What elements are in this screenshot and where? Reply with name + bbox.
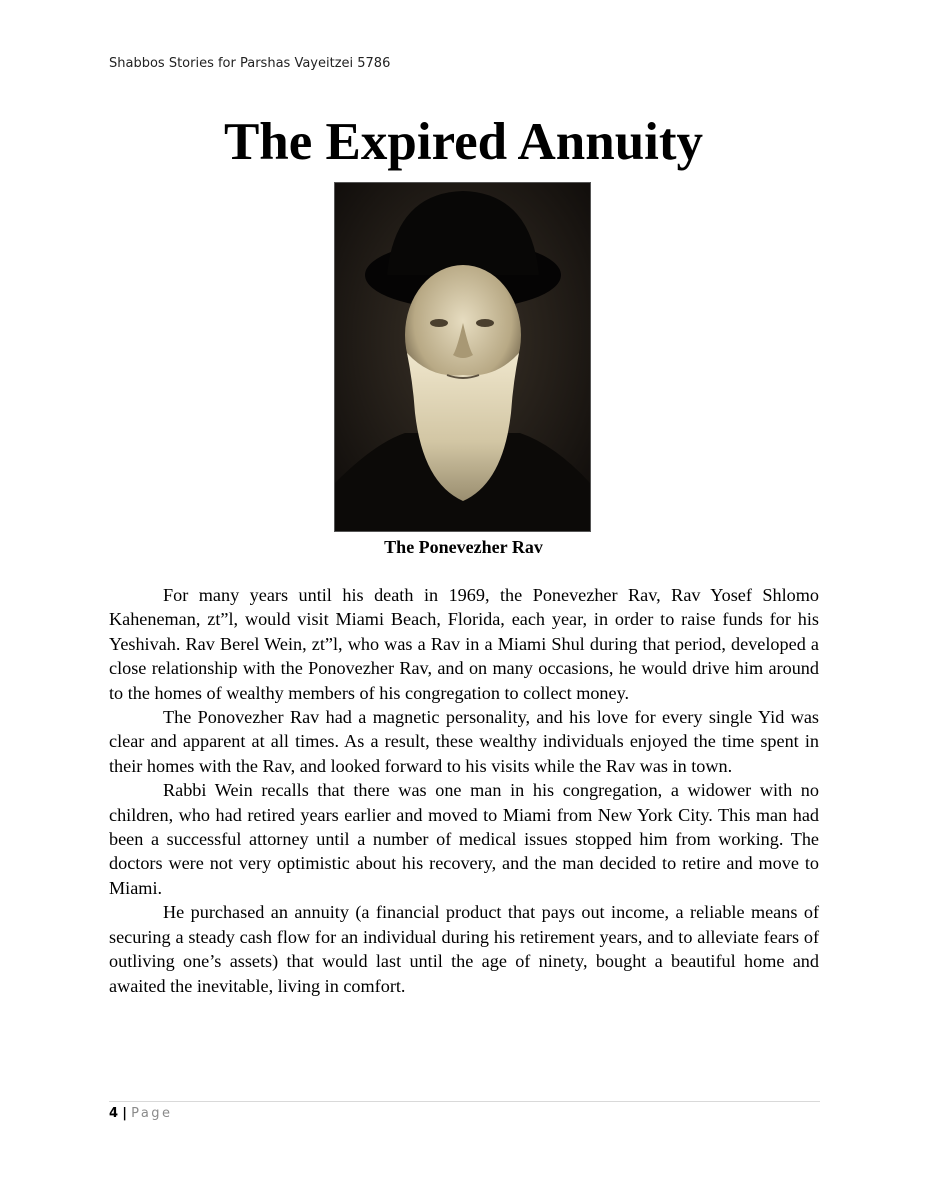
paragraph: He purchased an annuity (a financial product that pays out income, a reliable means of securing a steady cash flow for an individual during his retirement years, and to alleviate fears of outliving one’s assets) that would last until the age of ninety, bought a beautiful home and awaited the inevitable, living in comfort. (109, 902, 819, 996)
page-footer (109, 1106, 173, 1121)
paragraph: For many years until his death in 1969, the Ponevezher Rav, Rav Yosef Shlomo Kaheneman, zt”l, would visit Miami Beach, Florida, each year, in order to raise funds for his Yeshivah. Rav Berel Wein, zt”l, who was a Rav in a Miami Shul during that period, developed a close relationship with the Ponovezher Rav, and on many occasions, he would drive him around to the homes of wealthy members of his congregation to collect money. (109, 585, 819, 703)
paragraph: The Ponovezher Rav had a magnetic personality, and his love for every single Yid was clear and apparent at all times. As a result, these wealthy individuals enjoyed the time spent in their homes with the Rav, and looked forward to his visits while the Rav was in town. (109, 707, 819, 776)
footer-divider (109, 1101, 820, 1102)
paragraph: Rabbi Wein recalls that there was one man in his congregation, a widower with no children, who had retired years earlier and moved to Miami from New York City. This man had been a successful attorney until a number of medical issues stopped him from working. The doctors were not very optimistic about his recovery, and the man decided to retire and move to Miami. (109, 780, 819, 898)
photo-caption: The Ponevezher Rav (384, 537, 543, 557)
portrait-photo (334, 182, 591, 532)
page-number: 4 (109, 1106, 119, 1121)
page-label: Page (131, 1106, 173, 1121)
story-body (109, 583, 819, 998)
story-title: The Expired Annuity (223, 113, 704, 171)
running-header: Shabbos Stories for Parshas Vayeitzei 5786 (109, 56, 391, 71)
footer-separator: | (122, 1106, 127, 1121)
